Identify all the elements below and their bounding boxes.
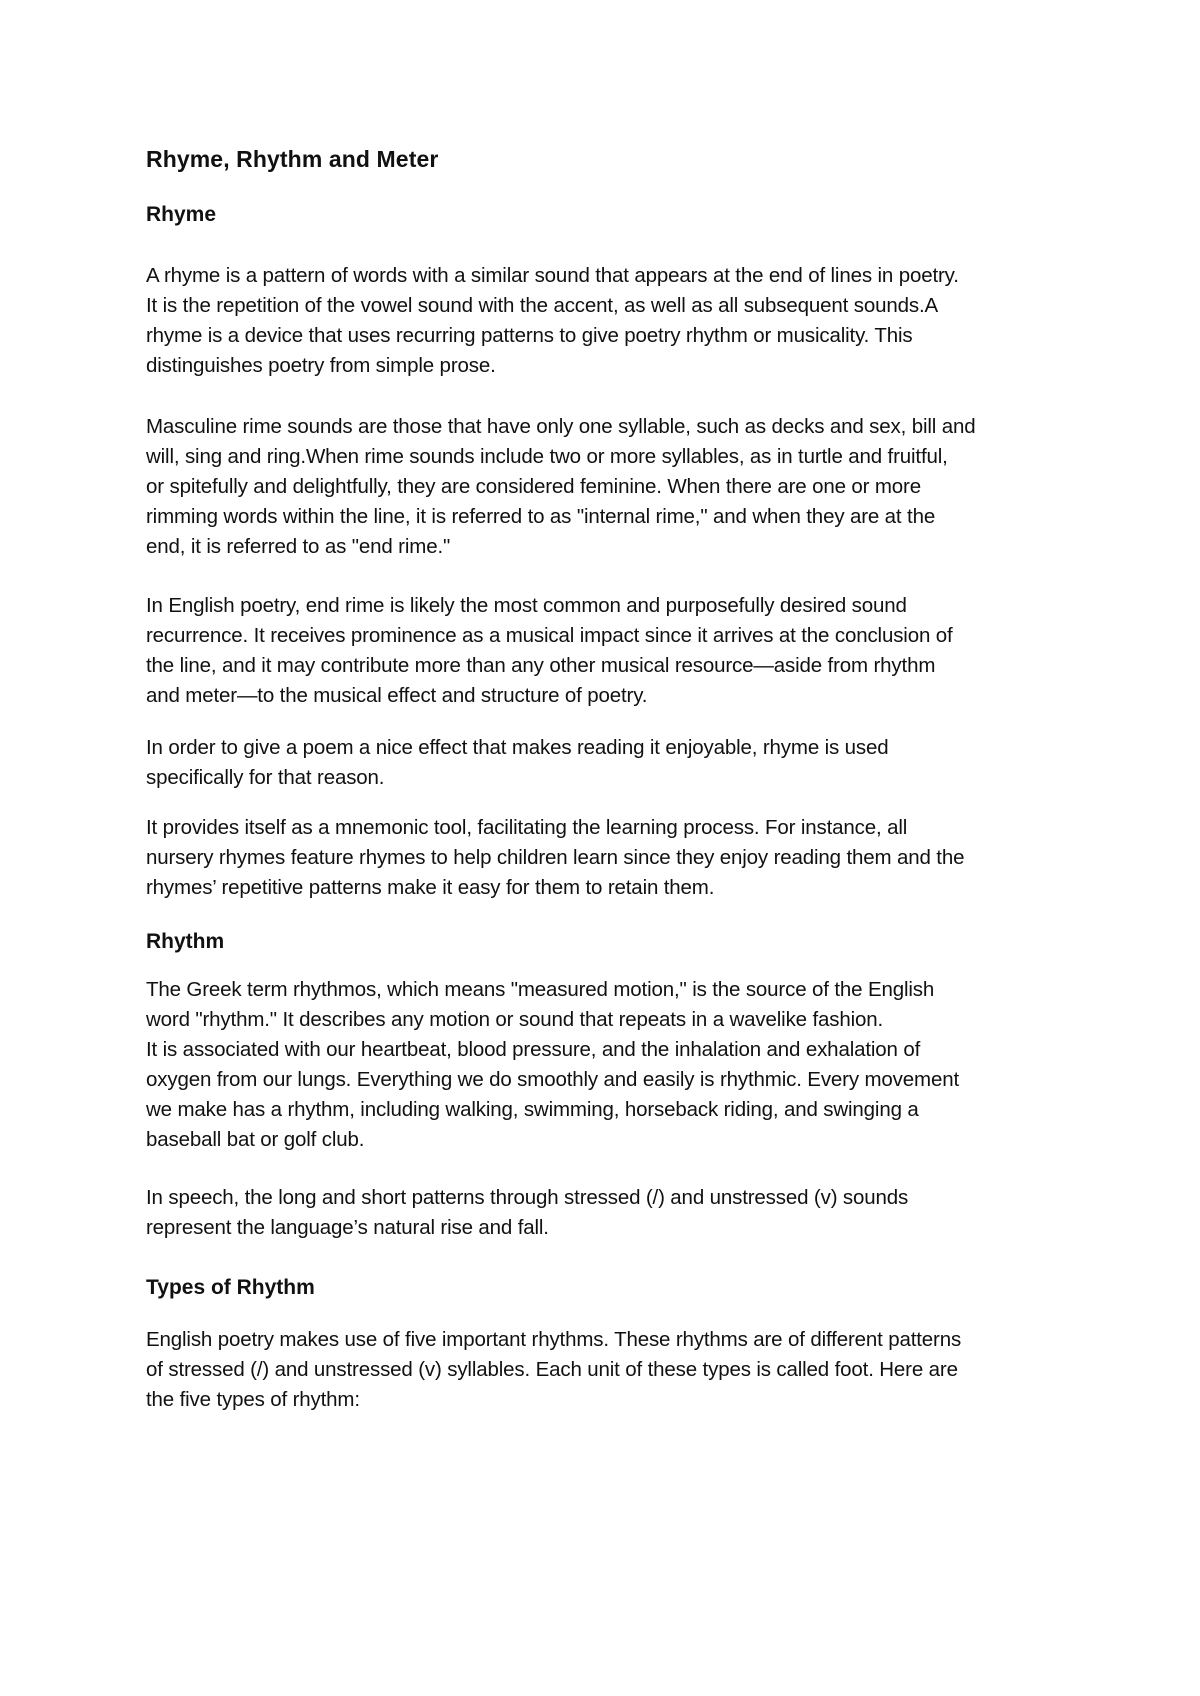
text-line: baseball bat or golf club. bbox=[146, 1128, 365, 1151]
text-line: It is associated with our heartbeat, blood pressure, and the inhalation and exhalation of bbox=[146, 1038, 921, 1061]
paragraph bbox=[146, 813, 1061, 903]
text-line: In speech, the long and short patterns through stressed (/) and unstressed (v) sounds bbox=[146, 1186, 909, 1209]
paragraph bbox=[146, 1325, 1061, 1415]
text-line: rhyme is a device that uses recurring patterns to give poetry rhythm or musicality. This bbox=[146, 324, 913, 347]
document-title: Rhyme, Rhythm and Meter bbox=[146, 146, 439, 172]
section-heading-types-of-rhythm: Types of Rhythm bbox=[146, 1276, 315, 1299]
text-line: It is the repetition of the vowel sound with the accent, as well as all subsequent sounds.A bbox=[146, 294, 939, 317]
paragraph bbox=[146, 733, 1061, 793]
text-line: the five types of rhythm: bbox=[146, 1388, 360, 1411]
text-line: we make has a rhythm, including walking, swimming, horseback riding, and swinging a bbox=[146, 1098, 919, 1121]
text-line: and meter—to the musical effect and structure of poetry. bbox=[146, 684, 648, 707]
text-line: recurrence. It receives prominence as a musical impact since it arrives at the conclusion of bbox=[146, 624, 953, 647]
paragraph bbox=[146, 1183, 1061, 1243]
text-line: will, sing and ring.When rime sounds include two or more syllables, as in turtle and fruitful, bbox=[146, 445, 948, 468]
text-line: or spitefully and delightfully, they are considered feminine. When there are one or more bbox=[146, 475, 921, 498]
text-line: represent the language’s natural rise and fall. bbox=[146, 1216, 549, 1239]
text-line: the line, and it may contribute more than any other musical resource—aside from rhythm bbox=[146, 654, 936, 677]
text-line: distinguishes poetry from simple prose. bbox=[146, 354, 496, 377]
paragraph bbox=[146, 412, 1061, 562]
text-line: specifically for that reason. bbox=[146, 766, 385, 789]
text-line: oxygen from our lungs. Everything we do smoothly and easily is rhythmic. Every movement bbox=[146, 1068, 959, 1091]
text-line: nursery rhymes feature rhymes to help children learn since they enjoy reading them and the bbox=[146, 846, 965, 869]
text-line: It provides itself as a mnemonic tool, facilitating the learning process. For instance, all bbox=[146, 816, 908, 839]
paragraph bbox=[146, 591, 1061, 711]
text-line: end, it is referred to as "end rime." bbox=[146, 535, 451, 558]
paragraph bbox=[146, 975, 1061, 1155]
text-line: of stressed (/) and unstressed (v) syllables. Each unit of these types is called foot. Here are bbox=[146, 1358, 958, 1381]
text-line: Masculine rime sounds are those that have only one syllable, such as decks and sex, bill and bbox=[146, 415, 976, 438]
paragraph bbox=[146, 261, 1061, 381]
text-line: In English poetry, end rime is likely the most common and purposefully desired sound bbox=[146, 594, 907, 617]
text-line: rimming words within the line, it is referred to as "internal rime," and when they are at the bbox=[146, 505, 936, 528]
text-line: In order to give a poem a nice effect that makes reading it enjoyable, rhyme is used bbox=[146, 736, 889, 759]
text-line: rhymes’ repetitive patterns make it easy for them to retain them. bbox=[146, 876, 715, 899]
text-line: English poetry makes use of five important rhythms. These rhythms are of different patterns bbox=[146, 1328, 962, 1351]
text-line: word "rhythm." It describes any motion or sound that repeats in a wavelike fashion. bbox=[146, 1008, 884, 1031]
section-heading-rhyme: Rhyme bbox=[146, 203, 217, 226]
text-line: A rhyme is a pattern of words with a similar sound that appears at the end of lines in poetry. bbox=[146, 264, 959, 287]
text-line: The Greek term rhythmos, which means "measured motion," is the source of the English bbox=[146, 978, 935, 1001]
section-heading-rhythm: Rhythm bbox=[146, 930, 225, 953]
